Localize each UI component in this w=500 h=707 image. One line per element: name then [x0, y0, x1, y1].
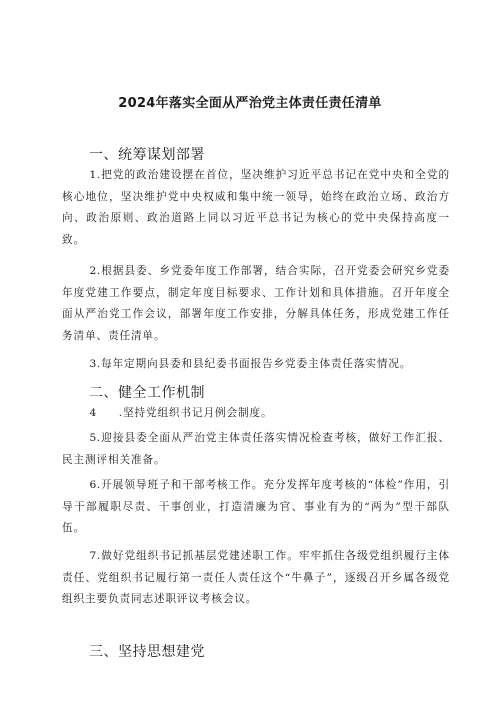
list-item-1: [62, 165, 450, 251]
item-number: 5: [89, 432, 97, 444]
list-item-2: [62, 261, 450, 347]
section-heading-1: 一、统筹谋划部署: [89, 147, 205, 163]
section-heading-3: 三、坚持思想建党: [89, 644, 205, 660]
item-number: 3: [89, 358, 97, 370]
list-item-4: [62, 403, 450, 425]
item-number: 6: [89, 479, 97, 491]
item-number: 1: [89, 169, 97, 181]
item-text: .每年定期向县委和县纪委书面报告乡党委主体责任落实情况。: [96, 358, 412, 370]
item-text: .把党的政治建设摆在首位，坚决维护习近平总书记在党中央和全党的核心地位，坚决维护党中央权威和集中统一领导，始终在政治立场、政治方向、政治原则、政治道路上同以习近平总书记为核心的党中央保持高度一致。: [62, 169, 450, 246]
item-text: .坚持党组织书记月例会制度。: [118, 407, 273, 419]
list-item-5: [62, 428, 450, 471]
list-item-3: [62, 354, 450, 376]
item-number: 4: [89, 407, 97, 419]
item-number: 2: [89, 265, 97, 277]
item-text: .迎接县委全面从严治党主体责任落实情况检查考核，做好工作汇报、民主测评相关准备。: [62, 432, 450, 466]
page-title: 2024年落实全面从严治党主体责任责任清单: [118, 96, 382, 111]
section-heading-2: 二、健全工作机制: [89, 385, 205, 401]
item-text: .开展领导班子和干部考核工作。充分发挥年度考核的“体检”作用，引导干部履职尽责、干事创业，打造清廉为官、事业有为的“两为”型干部队伍。: [62, 479, 450, 534]
item-text: .做好党组织书记抓基层党建述职工作。牢牢抓住各级党组织履行主体责任、党组织书记履行第一责任人责任这个“牛鼻子”，逐级召开乡属各级党组织主要负责同志述职评议考核会议。: [62, 550, 450, 605]
list-item-7: [62, 546, 450, 611]
item-text: .根据县委、乡党委年度工作部署，结合实际，召开党委会研究乡党委年度党建工作要点，制定年度目标要求、工作计划和具体措施。召开年度全面从严治党工作会议，部署年度工作安排，分解具体任务，形成党建工作任务清单、责任清单。: [62, 265, 450, 342]
list-item-6: [62, 475, 450, 540]
item-number: 7: [89, 550, 97, 562]
